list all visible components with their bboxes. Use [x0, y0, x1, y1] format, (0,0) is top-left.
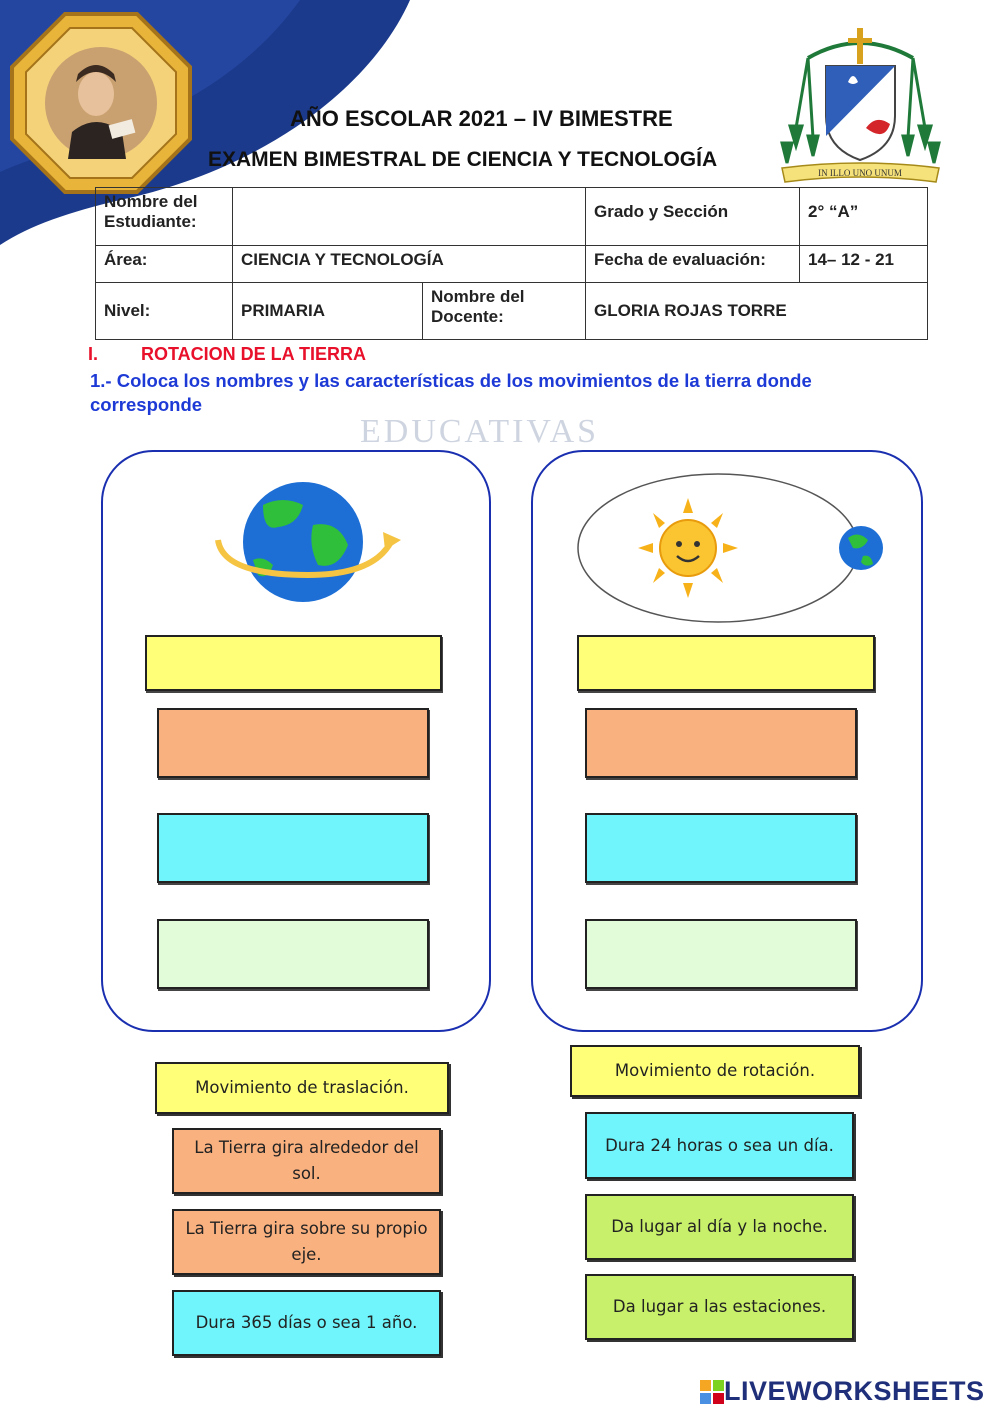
exam-year-title: AÑO ESCOLAR 2021 – IV BIMESTRE — [290, 106, 673, 131]
crest-motto: IN ILLO UNO UNUM — [818, 168, 902, 178]
student-name-label: Nombre del Estudiante: — [96, 188, 233, 246]
translation-card — [531, 450, 923, 1032]
grade-label: Grado y Sección — [586, 188, 800, 246]
sun-orbit-icon — [573, 468, 893, 628]
option-dura-24-horas[interactable]: Dura 24 horas o sea un día. — [585, 1112, 854, 1179]
option-gira-alrededor-sol[interactable]: La Tierra gira alrededor del sol. — [172, 1128, 441, 1194]
translation-slot-4[interactable] — [585, 919, 857, 989]
level-value: PRIMARIA — [233, 283, 423, 340]
diocese-crest-logo — [778, 18, 943, 193]
rotation-slot-4[interactable] — [157, 919, 429, 989]
translation-slot-2[interactable] — [585, 708, 857, 778]
rotation-card — [101, 450, 491, 1032]
option-dia-y-noche[interactable]: Da lugar al día y la noche. — [585, 1194, 854, 1260]
teacher-label: Nombre del Docente: — [423, 283, 586, 340]
level-label: Nivel: — [96, 283, 233, 340]
area-value: CIENCIA Y TECNOLOGÍA — [233, 246, 586, 283]
grade-value: 2° “A” — [800, 188, 928, 246]
option-rotacion[interactable]: Movimiento de rotación. — [570, 1045, 860, 1097]
option-traslacion[interactable]: Movimiento de traslación. — [155, 1062, 449, 1114]
student-info-table — [95, 187, 928, 340]
option-dura-365-dias[interactable]: Dura 365 días o sea 1 año. — [172, 1290, 441, 1356]
liveworksheets-logo — [700, 1376, 985, 1407]
option-estaciones[interactable]: Da lugar a las estaciones. — [585, 1274, 854, 1340]
date-value: 14– 12 - 21 — [800, 246, 928, 283]
question-text: 1.- Coloca los nombres y las características de los movimientos de la tierra donde corresponde — [90, 370, 812, 415]
translation-name-slot[interactable] — [577, 635, 875, 691]
translation-slot-3[interactable] — [585, 813, 857, 883]
rotation-slot-3[interactable] — [157, 813, 429, 883]
option-gira-propio-eje[interactable]: La Tierra gira sobre su propio eje. — [172, 1209, 441, 1275]
section-title: ROTACION DE LA TIERRA — [141, 344, 366, 364]
rotation-name-slot[interactable] — [145, 635, 442, 691]
earth-rotation-icon — [213, 480, 403, 605]
section-number: I. — [88, 344, 99, 364]
school-seal-logo — [10, 12, 192, 194]
liveworksheets-icon — [700, 1380, 724, 1404]
date-label: Fecha de evaluación: — [586, 246, 800, 283]
liveworksheets-brand: LIVEWORKSHEETS — [724, 1376, 985, 1406]
watermark: EDUCATIVAS — [360, 413, 600, 450]
student-name-field[interactable] — [233, 188, 586, 246]
rotation-slot-2[interactable] — [157, 708, 429, 778]
exam-title: EXAMEN BIMESTRAL DE CIENCIA Y TECNOLOGÍA — [208, 148, 718, 171]
area-label: Área: — [96, 246, 233, 283]
teacher-value: GLORIA ROJAS TORRE — [586, 283, 928, 340]
